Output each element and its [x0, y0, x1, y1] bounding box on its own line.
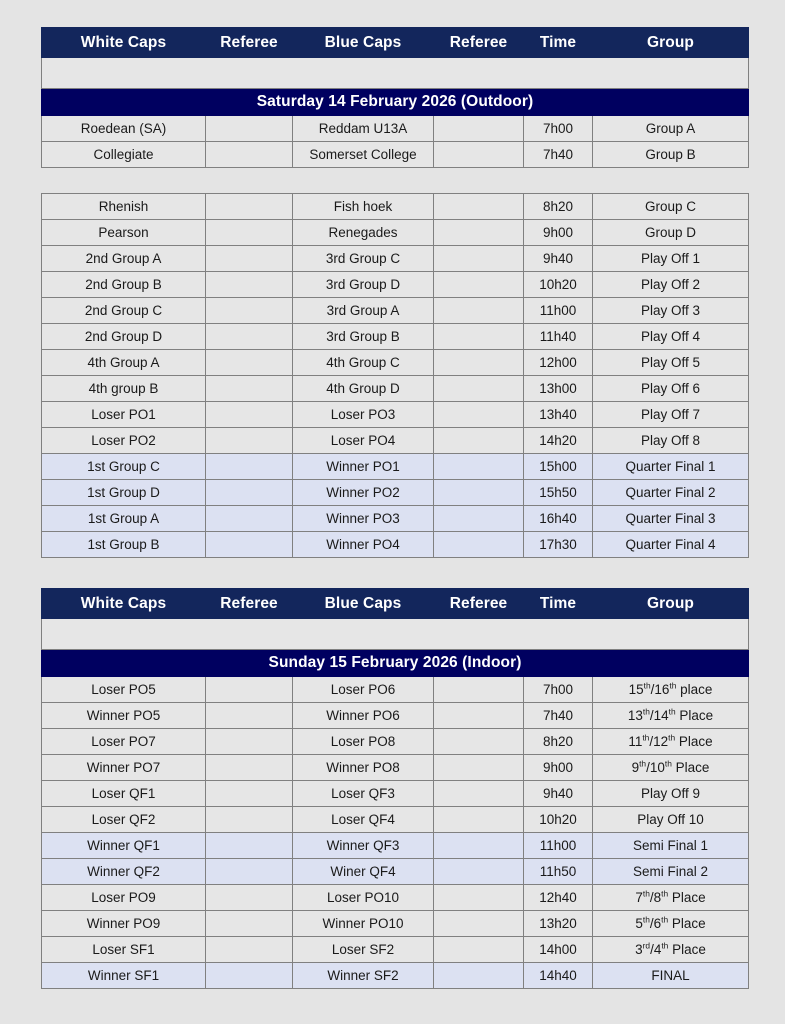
cell-time: 14h20 — [524, 428, 593, 454]
cell-ref1 — [206, 194, 293, 220]
cell-ref2 — [434, 729, 524, 755]
cell-white: 1st Group C — [42, 454, 206, 480]
cell-ref1 — [206, 350, 293, 376]
cell-blue: Winner PO10 — [293, 911, 434, 937]
match-row — [42, 298, 749, 324]
cell-group: Play Off 9 — [593, 781, 749, 807]
cell-white: 4th group B — [42, 376, 206, 402]
cell-group: Play Off 4 — [593, 324, 749, 350]
cell-group: Quarter Final 2 — [593, 480, 749, 506]
cell-group: Group C — [593, 194, 749, 220]
cell-ref1 — [206, 324, 293, 350]
cell-ref1 — [206, 781, 293, 807]
cell-white: 4th Group A — [42, 350, 206, 376]
cell-group: Play Off 8 — [593, 428, 749, 454]
cell-time: 9h40 — [524, 781, 593, 807]
cell-ref1 — [206, 142, 293, 168]
match-row — [42, 729, 749, 755]
cell-white: Loser QF1 — [42, 781, 206, 807]
cell-group: 9th/10th Place — [593, 755, 749, 781]
match-row — [42, 755, 749, 781]
cell-time: 9h00 — [524, 755, 593, 781]
cell-time: 13h20 — [524, 911, 593, 937]
cell-time: 11h00 — [524, 833, 593, 859]
cell-ref2 — [434, 194, 524, 220]
day2-schedule-table — [41, 588, 749, 989]
cell-white: Loser PO1 — [42, 402, 206, 428]
column-header-group: Group — [593, 28, 749, 58]
cell-white: Winner PO5 — [42, 703, 206, 729]
column-header-time: Time — [524, 589, 593, 619]
cell-ref1 — [206, 937, 293, 963]
cell-ref2 — [434, 937, 524, 963]
cell-blue: Winner PO8 — [293, 755, 434, 781]
cell-time: 7h40 — [524, 703, 593, 729]
cell-blue: Winer QF4 — [293, 859, 434, 885]
cell-time: 11h40 — [524, 324, 593, 350]
cell-white: Collegiate — [42, 142, 206, 168]
cell-ref1 — [206, 298, 293, 324]
cell-blue: Loser PO3 — [293, 402, 434, 428]
match-row — [42, 506, 749, 532]
cell-ref1 — [206, 885, 293, 911]
cell-time: 9h40 — [524, 246, 593, 272]
day1-match-rows-block-a — [42, 116, 749, 168]
cell-ref1 — [206, 833, 293, 859]
cell-group: 3rd/4th Place — [593, 937, 749, 963]
cell-ref1 — [206, 480, 293, 506]
day2-spacer-row — [42, 619, 749, 650]
match-row — [42, 194, 749, 220]
cell-blue: 3rd Group D — [293, 272, 434, 298]
cell-ref2 — [434, 428, 524, 454]
day1-column-header-row — [42, 28, 749, 58]
match-row — [42, 703, 749, 729]
cell-group: Semi Final 2 — [593, 859, 749, 885]
cell-ref2 — [434, 807, 524, 833]
cell-ref2 — [434, 506, 524, 532]
column-header-white-caps: White Caps — [42, 28, 206, 58]
cell-ref1 — [206, 506, 293, 532]
cell-time: 13h40 — [524, 402, 593, 428]
cell-group: 13th/14th Place — [593, 703, 749, 729]
cell-white: Loser PO7 — [42, 729, 206, 755]
cell-white: Loser QF2 — [42, 807, 206, 833]
cell-time: 14h00 — [524, 937, 593, 963]
cell-time: 8h20 — [524, 729, 593, 755]
cell-ref1 — [206, 376, 293, 402]
cell-time: 10h20 — [524, 807, 593, 833]
cell-ref1 — [206, 402, 293, 428]
cell-time: 15h00 — [524, 454, 593, 480]
cell-group: Quarter Final 4 — [593, 532, 749, 558]
cell-time: 12h00 — [524, 350, 593, 376]
cell-ref2 — [434, 454, 524, 480]
cell-group: Play Off 10 — [593, 807, 749, 833]
match-row — [42, 480, 749, 506]
cell-time: 11h50 — [524, 859, 593, 885]
cell-ref2 — [434, 703, 524, 729]
cell-white: Roedean (SA) — [42, 116, 206, 142]
cell-ref1 — [206, 532, 293, 558]
column-header-blue-caps: Blue Caps — [293, 589, 434, 619]
cell-blue: Loser PO10 — [293, 885, 434, 911]
match-row — [42, 532, 749, 558]
cell-blue: Reddam U13A — [293, 116, 434, 142]
cell-ref1 — [206, 220, 293, 246]
day1-spacer-row — [42, 58, 749, 89]
match-row — [42, 781, 749, 807]
cell-ref2 — [434, 911, 524, 937]
day1-date-banner: Saturday 14 February 2026 (Outdoor) — [42, 89, 749, 116]
day1-spacer-cell — [42, 58, 749, 89]
day2-spacer-cell — [42, 619, 749, 650]
cell-blue: Renegades — [293, 220, 434, 246]
match-row — [42, 402, 749, 428]
cell-white: Loser PO2 — [42, 428, 206, 454]
cell-blue: 3rd Group A — [293, 298, 434, 324]
cell-blue: Loser SF2 — [293, 937, 434, 963]
cell-time: 9h00 — [524, 220, 593, 246]
cell-ref2 — [434, 376, 524, 402]
cell-time: 7h00 — [524, 116, 593, 142]
cell-time: 7h40 — [524, 142, 593, 168]
cell-ref2 — [434, 116, 524, 142]
cell-group: Group B — [593, 142, 749, 168]
cell-group: Play Off 6 — [593, 376, 749, 402]
cell-blue: Winner QF3 — [293, 833, 434, 859]
day2-date-banner: Sunday 15 February 2026 (Indoor) — [42, 650, 749, 677]
cell-ref2 — [434, 246, 524, 272]
cell-ref2 — [434, 220, 524, 246]
cell-ref1 — [206, 454, 293, 480]
cell-ref1 — [206, 911, 293, 937]
cell-blue: Loser PO6 — [293, 677, 434, 703]
cell-blue: 4th Group C — [293, 350, 434, 376]
cell-group: Semi Final 1 — [593, 833, 749, 859]
cell-time: 17h30 — [524, 532, 593, 558]
match-row — [42, 376, 749, 402]
cell-white: 2nd Group B — [42, 272, 206, 298]
cell-time: 8h20 — [524, 194, 593, 220]
match-row — [42, 911, 749, 937]
cell-blue: Loser QF3 — [293, 781, 434, 807]
cell-blue: Winner PO4 — [293, 532, 434, 558]
cell-group: Play Off 2 — [593, 272, 749, 298]
cell-time: 16h40 — [524, 506, 593, 532]
match-row — [42, 807, 749, 833]
cell-ref2 — [434, 781, 524, 807]
match-row — [42, 350, 749, 376]
cell-ref2 — [434, 350, 524, 376]
cell-ref1 — [206, 246, 293, 272]
cell-ref2 — [434, 272, 524, 298]
cell-blue: Somerset College — [293, 142, 434, 168]
cell-ref2 — [434, 963, 524, 989]
cell-blue: Winner PO6 — [293, 703, 434, 729]
cell-ref1 — [206, 807, 293, 833]
cell-group: 15th/16th place — [593, 677, 749, 703]
day2-match-rows — [42, 677, 749, 989]
cell-white: 1st Group B — [42, 532, 206, 558]
cell-time: 11h00 — [524, 298, 593, 324]
cell-group: Quarter Final 1 — [593, 454, 749, 480]
cell-blue: Winner PO1 — [293, 454, 434, 480]
cell-blue: Loser QF4 — [293, 807, 434, 833]
cell-ref1 — [206, 729, 293, 755]
column-header-time: Time — [524, 28, 593, 58]
cell-group: Play Off 3 — [593, 298, 749, 324]
column-header-referee-1: Referee — [206, 589, 293, 619]
cell-blue: Winner SF2 — [293, 963, 434, 989]
cell-group: 5th/6th Place — [593, 911, 749, 937]
match-row — [42, 428, 749, 454]
cell-ref2 — [434, 532, 524, 558]
cell-group: FINAL — [593, 963, 749, 989]
cell-white: Loser PO9 — [42, 885, 206, 911]
cell-time: 10h20 — [524, 272, 593, 298]
cell-white: Loser PO5 — [42, 677, 206, 703]
match-row — [42, 142, 749, 168]
cell-ref1 — [206, 677, 293, 703]
match-row — [42, 454, 749, 480]
cell-group: Group D — [593, 220, 749, 246]
cell-white: Winner PO7 — [42, 755, 206, 781]
column-header-referee-2: Referee — [434, 28, 524, 58]
cell-ref1 — [206, 963, 293, 989]
cell-ref2 — [434, 833, 524, 859]
cell-group: Play Off 7 — [593, 402, 749, 428]
match-row — [42, 116, 749, 142]
cell-time: 14h40 — [524, 963, 593, 989]
cell-ref2 — [434, 859, 524, 885]
cell-white: 1st Group A — [42, 506, 206, 532]
match-row — [42, 833, 749, 859]
cell-ref2 — [434, 480, 524, 506]
cell-white: Winner QF1 — [42, 833, 206, 859]
cell-ref2 — [434, 677, 524, 703]
cell-ref1 — [206, 272, 293, 298]
match-row — [42, 677, 749, 703]
cell-group: 11th/12th Place — [593, 729, 749, 755]
cell-blue: Loser PO8 — [293, 729, 434, 755]
day1-schedule-table-bottom — [41, 193, 749, 558]
day2-date-banner-row — [42, 650, 749, 677]
day1-schedule-table-top — [41, 27, 749, 168]
match-row — [42, 859, 749, 885]
cell-ref2 — [434, 142, 524, 168]
match-row — [42, 937, 749, 963]
cell-white: Winner SF1 — [42, 963, 206, 989]
cell-white: 1st Group D — [42, 480, 206, 506]
day1-match-rows-block-b — [42, 194, 749, 558]
cell-ref2 — [434, 298, 524, 324]
cell-time: 7h00 — [524, 677, 593, 703]
cell-blue: Fish hoek — [293, 194, 434, 220]
cell-group: Group A — [593, 116, 749, 142]
cell-ref2 — [434, 402, 524, 428]
column-header-white-caps: White Caps — [42, 589, 206, 619]
column-header-blue-caps: Blue Caps — [293, 28, 434, 58]
cell-group: 7th/8th Place — [593, 885, 749, 911]
cell-white: Loser SF1 — [42, 937, 206, 963]
cell-ref1 — [206, 859, 293, 885]
cell-white: Rhenish — [42, 194, 206, 220]
cell-white: 2nd Group A — [42, 246, 206, 272]
match-row — [42, 963, 749, 989]
column-header-referee-1: Referee — [206, 28, 293, 58]
cell-ref1 — [206, 755, 293, 781]
cell-time: 15h50 — [524, 480, 593, 506]
cell-ref2 — [434, 885, 524, 911]
cell-white: 2nd Group D — [42, 324, 206, 350]
match-row — [42, 885, 749, 911]
match-row — [42, 324, 749, 350]
cell-ref2 — [434, 324, 524, 350]
match-row — [42, 220, 749, 246]
cell-blue: 3rd Group B — [293, 324, 434, 350]
cell-group: Quarter Final 3 — [593, 506, 749, 532]
cell-white: Pearson — [42, 220, 206, 246]
column-header-group: Group — [593, 589, 749, 619]
cell-blue: 4th Group D — [293, 376, 434, 402]
cell-blue: Winner PO3 — [293, 506, 434, 532]
cell-blue: 3rd Group C — [293, 246, 434, 272]
cell-group: Play Off 1 — [593, 246, 749, 272]
cell-white: Winner QF2 — [42, 859, 206, 885]
cell-ref2 — [434, 755, 524, 781]
cell-ref1 — [206, 703, 293, 729]
day2-column-header-row — [42, 589, 749, 619]
cell-time: 13h00 — [524, 376, 593, 402]
cell-blue: Loser PO4 — [293, 428, 434, 454]
cell-ref1 — [206, 116, 293, 142]
cell-blue: Winner PO2 — [293, 480, 434, 506]
column-header-referee-2: Referee — [434, 589, 524, 619]
cell-white: Winner PO9 — [42, 911, 206, 937]
match-row — [42, 246, 749, 272]
cell-ref1 — [206, 428, 293, 454]
day1-date-banner-row — [42, 89, 749, 116]
cell-time: 12h40 — [524, 885, 593, 911]
cell-group: Play Off 5 — [593, 350, 749, 376]
match-row — [42, 272, 749, 298]
cell-white: 2nd Group C — [42, 298, 206, 324]
